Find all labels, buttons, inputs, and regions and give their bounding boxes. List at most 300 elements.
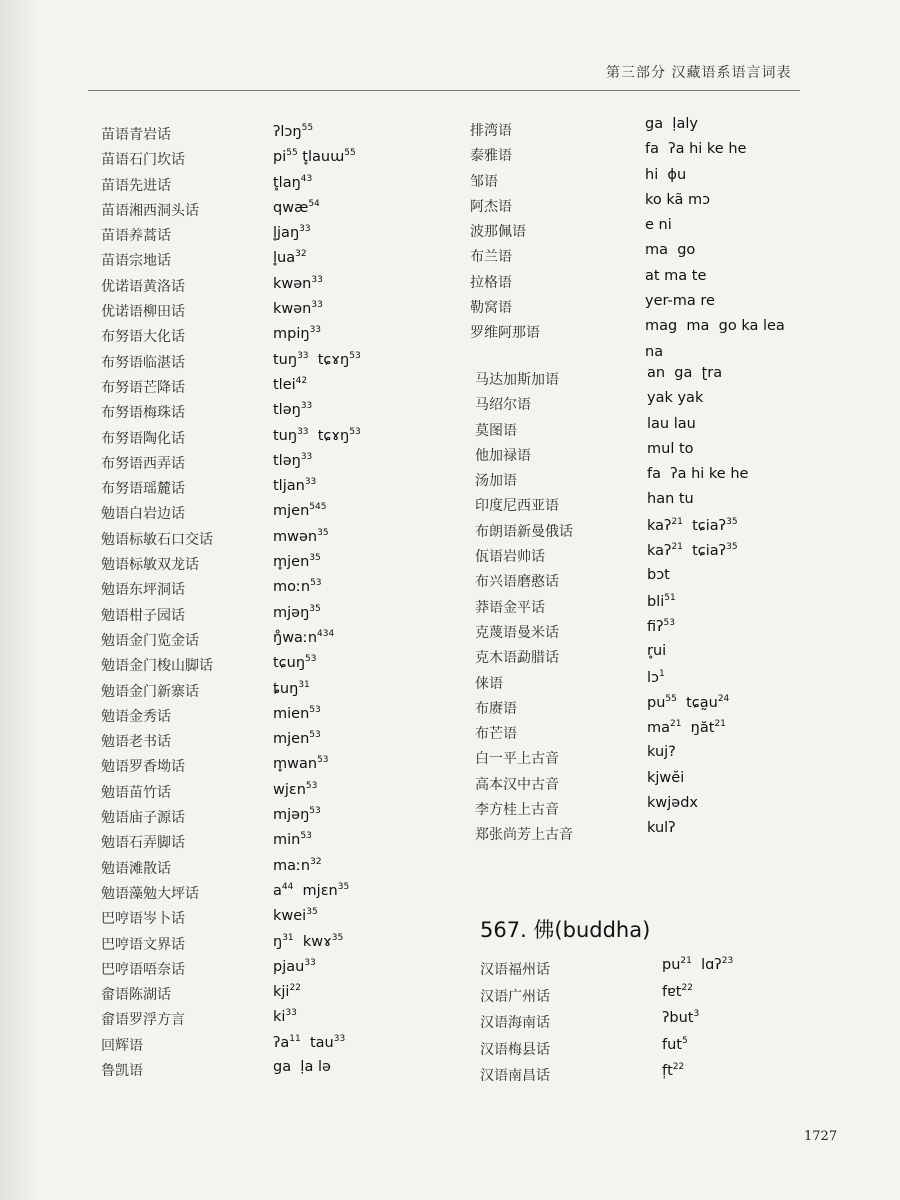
phonetic-text: pjau [273, 958, 305, 975]
phonetic-text: pu [647, 694, 666, 711]
tone-number: 33 [300, 451, 313, 462]
phonetic-text: mien [273, 705, 310, 722]
pronunciation [647, 517, 738, 534]
tone-number: 33 [297, 350, 309, 361]
language-name: 苗语宗地话 [101, 253, 171, 270]
language-name: 汤加语 [475, 473, 517, 490]
language-name: 罗维阿那语 [470, 325, 540, 342]
word-entry [101, 908, 461, 933]
phonetic-text: mjen [273, 503, 310, 520]
pronunciation [273, 477, 316, 494]
word-entry [475, 365, 815, 394]
tone-number: 33 [333, 1033, 346, 1044]
phonetic-text: tɕɤŋ [308, 351, 350, 368]
tone-number: 21 [671, 542, 683, 553]
pronunciation [273, 528, 329, 545]
pronunciation [273, 781, 317, 798]
tone-number: 55 [286, 148, 298, 159]
pronunciation [273, 730, 321, 747]
page-number: 1727 [804, 1129, 838, 1144]
phonetic-text: mag ma go ka lea [645, 318, 785, 335]
language-name: 勉语东坪洞话 [101, 582, 185, 599]
tone-number: 33 [311, 274, 323, 285]
tone-number: 53 [305, 780, 318, 791]
word-entry [101, 605, 461, 630]
pronunciation [662, 956, 733, 973]
language-name: 莽语金平话 [475, 599, 545, 616]
pronunciation [647, 593, 676, 610]
word-entry [101, 200, 461, 225]
phonetic-text: kwei [273, 908, 307, 925]
pronunciation [645, 268, 706, 284]
language-name: 布努语西弄话 [101, 455, 185, 472]
language-name: 勉语白岩边话 [101, 506, 185, 523]
pronunciation [273, 427, 361, 444]
tone-number: 22 [289, 983, 301, 994]
word-entry [475, 744, 815, 773]
word-entry [101, 681, 461, 706]
phonetic-text: r̥ui [647, 643, 667, 660]
pronunciation [645, 293, 715, 309]
language-name: 布努语大化话 [101, 329, 185, 346]
word-entry [101, 301, 461, 326]
tone-number: 51 [664, 592, 676, 603]
pronunciation [647, 694, 729, 711]
language-name: 优诺语黄洛话 [101, 278, 185, 295]
pronunciation [273, 882, 349, 899]
word-entry [470, 217, 810, 246]
tone-number: 35 [309, 603, 321, 614]
language-name: 排湾语 [470, 123, 512, 139]
tone-number: 22 [681, 982, 693, 993]
word-entry [470, 267, 810, 297]
language-name: 白一平上古音 [475, 751, 559, 768]
tone-number: 53 [317, 755, 329, 766]
language-name: 莫图语 [475, 422, 517, 439]
word-entry [480, 1062, 810, 1092]
phonetic-text: kwɤ [293, 933, 332, 950]
language-name: 布努语临湛话 [101, 354, 185, 371]
tone-number: 35 [337, 881, 350, 892]
phonetic-text: lɔ [647, 669, 659, 686]
tone-number: 33 [304, 477, 317, 488]
pronunciation [645, 217, 672, 233]
language-name: 勉语金门梭山脚话 [101, 658, 213, 675]
pronunciation [647, 820, 676, 836]
phonetic-text: ga ḷaly [645, 116, 698, 132]
pronunciation [647, 719, 726, 736]
tone-number: 22 [672, 1062, 685, 1072]
word-entry [475, 491, 815, 520]
phonetic-text: tuŋ [273, 427, 298, 444]
word-entry [480, 1009, 810, 1039]
word-entry [475, 567, 815, 596]
word-entry [470, 116, 810, 145]
phonetic-text: ȶuŋ [273, 680, 299, 697]
tone-number: 23 [721, 956, 734, 966]
language-name: 李方桂上古音 [475, 802, 559, 819]
word-entry [470, 318, 810, 347]
word-entry [101, 807, 461, 832]
pronunciation [273, 680, 310, 697]
language-name: 汉语广州话 [480, 988, 550, 1005]
tone-number: 31 [282, 932, 294, 943]
language-name: 苗语青岩话 [101, 127, 171, 143]
language-name: 勉语苗竹话 [101, 784, 171, 801]
language-name: 布芒语 [475, 726, 517, 743]
tone-number: 53 [305, 654, 317, 665]
language-name: 勉语滩散话 [101, 860, 171, 877]
tone-number: 33 [309, 325, 322, 336]
word-entry [101, 124, 461, 149]
word-entry [101, 428, 461, 453]
tone-number: 24 [717, 693, 730, 704]
phonetic-text: ŋ [273, 933, 283, 950]
language-name: 汉语南昌话 [480, 1068, 550, 1084]
pronunciation [273, 755, 329, 772]
phonetic-text: fa ʔa hi ke he [645, 141, 747, 158]
pronunciation [273, 224, 311, 241]
pronunciation [662, 1009, 699, 1026]
pronunciation [647, 643, 666, 659]
tone-number: 54 [308, 198, 320, 209]
language-name: 勉语金门新寨话 [101, 683, 199, 700]
pronunciation [647, 390, 703, 406]
word-entry [101, 250, 461, 275]
word-entry [101, 276, 461, 301]
pronunciation [273, 604, 321, 621]
phonetic-text: at ma te [645, 267, 707, 284]
phonetic-text: hi ɸu [645, 166, 687, 183]
language-name: 克木语勐腊话 [475, 650, 559, 667]
pronunciation [273, 300, 323, 317]
pronunciation [273, 857, 322, 874]
language-name: 畲语罗浮方言 [101, 1012, 185, 1029]
language-name: 回辉语 [101, 1037, 143, 1054]
language-name: 汉语福州话 [480, 962, 550, 978]
pronunciation [273, 629, 334, 646]
phonetic-text: ga ḷa lə [273, 1058, 331, 1075]
language-name: 苗语先进话 [101, 177, 171, 194]
phonetic-text: ʔlɔŋ [273, 124, 302, 140]
tone-number: 21 [714, 719, 726, 730]
pronunciation [273, 578, 322, 595]
language-name: 马达加斯加语 [475, 372, 559, 388]
phonetic-text: na [645, 343, 664, 360]
right-word-list-austronesian-a [470, 116, 810, 373]
word-entry [101, 858, 461, 883]
phonetic-text: ma [647, 720, 671, 737]
pronunciation [273, 705, 321, 722]
phonetic-text: tɕuŋ [273, 655, 306, 672]
language-name: 印度尼西亚语 [475, 498, 559, 515]
word-entry [101, 1060, 461, 1085]
tone-number: 31 [298, 679, 310, 690]
word-entry [101, 655, 461, 680]
phonetic-text: kwən [273, 275, 312, 292]
phonetic-text: ŋ̊waːn [273, 629, 318, 646]
tone-number: 53 [309, 806, 321, 817]
language-name: 勉语金门览金话 [101, 632, 199, 649]
pronunciation [662, 983, 693, 1000]
phonetic-text: a [273, 882, 282, 899]
word-entry [470, 166, 810, 196]
language-name: 克蔑语曼米话 [475, 624, 559, 641]
pronunciation [645, 344, 663, 360]
phonetic-text: tɕa̰u [676, 694, 718, 711]
left-word-list [101, 124, 461, 1085]
phonetic-text: mjen [273, 731, 310, 748]
phonetic-text: tuŋ [273, 351, 298, 368]
word-entry [101, 630, 461, 655]
phonetic-text: ʔa [273, 1034, 290, 1051]
phonetic-text: f̩t [662, 1063, 673, 1079]
tone-number: 1 [659, 668, 665, 679]
pronunciation [647, 466, 748, 482]
language-name: 郑张尚芳上古音 [475, 827, 573, 844]
pronunciation [273, 401, 312, 418]
language-name: 勉语石弄脚话 [101, 835, 185, 852]
phonetic-text: t̥laŋ [273, 174, 301, 191]
word-entry [101, 959, 461, 984]
phonetic-text: m̥jen [273, 554, 310, 571]
tone-number: 55 [301, 123, 314, 133]
tone-number: 43 [300, 173, 313, 184]
tone-number: 33 [300, 401, 313, 412]
tone-number: 35 [331, 932, 344, 943]
phonetic-text: kaʔ [647, 517, 672, 534]
phonetic-text: yak yak [647, 390, 704, 407]
word-entry [101, 782, 461, 807]
language-name: 他加禄语 [475, 447, 531, 464]
phonetic-text: kjwĕi [647, 769, 685, 786]
word-entry [475, 617, 815, 647]
word-entry [475, 466, 815, 495]
word-entry [475, 820, 815, 849]
phonetic-text: mjəŋ [273, 604, 310, 621]
pronunciation [273, 376, 307, 393]
language-name: 汉语梅县话 [480, 1041, 550, 1058]
language-name: 布努语瑶麓话 [101, 481, 185, 498]
language-name: 鲁凯语 [101, 1062, 143, 1079]
phonetic-text: kaʔ [647, 543, 672, 560]
language-name: 邹语 [470, 173, 498, 190]
phonetic-text: l̥ua [273, 250, 296, 267]
phonetic-text: an ga ʈra [647, 365, 723, 381]
tone-number: 53 [309, 704, 321, 715]
pronunciation [273, 275, 323, 292]
pronunciation [273, 553, 321, 570]
language-name: 布努语梅珠话 [101, 405, 185, 422]
word-entry [101, 832, 461, 857]
word-entry [101, 326, 461, 351]
pronunciation [273, 933, 343, 950]
tone-number: 53 [300, 831, 312, 842]
word-entry [101, 883, 461, 908]
language-name: 阿杰语 [470, 198, 512, 215]
language-name: 布兴语磨憨话 [475, 574, 559, 591]
phonetic-text: tləŋ [273, 452, 301, 469]
pronunciation [647, 795, 698, 811]
language-name: 泰雅语 [470, 148, 512, 165]
pronunciation [273, 123, 313, 140]
tone-number: 35 [306, 907, 318, 918]
language-name: 勉语藻勉大坪话 [101, 885, 199, 902]
word-entry [101, 149, 461, 174]
language-name: 苗语石门坎话 [101, 152, 185, 169]
tone-number: 33 [297, 426, 309, 437]
word-entry [101, 377, 461, 402]
phonetic-text: fɐt [662, 983, 682, 1000]
word-entry [475, 390, 815, 419]
language-name: 苗语养蒿话 [101, 228, 171, 245]
pronunciation [273, 199, 320, 216]
word-entry [101, 175, 461, 200]
phonetic-text: pu [662, 957, 681, 973]
word-entry [475, 516, 815, 546]
tone-number: 35 [726, 542, 738, 553]
language-name: 勉语老书话 [101, 734, 171, 751]
phonetic-text: tlei [273, 376, 296, 393]
language-name: 布努语芒降话 [101, 379, 185, 396]
tone-number: 35 [309, 553, 321, 564]
phonetic-text: han tu [647, 491, 694, 508]
phonetic-text: e ni [645, 217, 672, 234]
word-entry [475, 592, 815, 622]
phonetic-text: ko kã mɔ [645, 191, 711, 208]
phonetic-text: kuj? [647, 744, 676, 761]
word-entry [475, 668, 815, 698]
phonetic-text: ŋăt [681, 720, 715, 737]
language-name: 勉语罗香坳话 [101, 759, 185, 776]
word-entry [101, 756, 461, 781]
tone-number: 33 [304, 957, 316, 968]
phonetic-text: pi [273, 149, 287, 166]
tone-number: 33 [299, 224, 311, 235]
language-name: 勉语金秀话 [101, 708, 171, 725]
phonetic-text: kwən [273, 301, 312, 318]
language-name: 佤语岩帅话 [475, 549, 545, 566]
tone-number: 21 [680, 956, 692, 966]
word-entry [475, 415, 815, 445]
pronunciation [273, 654, 317, 671]
pronunciation [273, 907, 318, 924]
word-entry [101, 402, 461, 427]
pronunciation [273, 806, 321, 823]
pronunciation [647, 365, 722, 381]
pronunciation [647, 770, 684, 786]
pronunciation [273, 174, 312, 191]
pronunciation [647, 542, 738, 559]
tone-number: 44 [281, 881, 294, 892]
language-name: 巴哼语岑卜话 [101, 911, 185, 928]
pronunciation [647, 669, 665, 686]
tone-number: 21 [670, 719, 682, 730]
phonetic-text: lau lau [647, 415, 696, 432]
phonetic-text: tljan [273, 478, 305, 495]
tone-number: 53 [663, 617, 675, 628]
phonetic-text: ma go [645, 242, 696, 259]
word-entry [101, 554, 461, 579]
pronunciation [273, 958, 316, 975]
language-name: 巴哼语文界话 [101, 936, 185, 953]
pronunciation [645, 116, 698, 132]
language-name: 勒窝语 [470, 300, 512, 317]
tone-number: 55 [344, 148, 356, 159]
phonetic-text: maːn [273, 857, 311, 874]
word-entry [475, 795, 815, 824]
word-entry [101, 453, 461, 478]
pronunciation [645, 192, 710, 208]
word-entry [101, 478, 461, 503]
word-entry [475, 542, 815, 571]
buddha-word-list [480, 956, 810, 1092]
phonetic-text: wjɛn [273, 781, 306, 798]
word-entry [101, 731, 461, 756]
phonetic-text: kulʔ [647, 820, 676, 837]
language-name: 拉格语 [470, 274, 512, 291]
word-entry [101, 503, 461, 528]
pronunciation [273, 351, 361, 368]
word-entry [480, 1035, 810, 1066]
word-entry [480, 982, 810, 1013]
tone-number: 5 [681, 1035, 688, 1046]
phonetic-text: yer-ma re [645, 293, 715, 310]
phonetic-text: kwjədx [647, 795, 698, 812]
pronunciation [645, 167, 686, 183]
word-entry [475, 440, 815, 470]
language-name: 勉语柑子园话 [101, 607, 185, 624]
word-entry [475, 719, 815, 748]
pronunciation [273, 502, 326, 519]
tone-number: 33 [285, 1008, 297, 1019]
tone-number: 53 [349, 350, 361, 361]
phonetic-text: mjəŋ [273, 807, 310, 824]
word-entry [101, 352, 461, 377]
right-word-list-b [475, 365, 815, 850]
word-entry [101, 706, 461, 731]
language-name: 布兰语 [470, 249, 512, 266]
language-name: 汉语海南话 [480, 1015, 550, 1031]
language-name: 马绍尔语 [475, 397, 531, 414]
pronunciation [647, 416, 696, 432]
tone-number: 53 [309, 730, 321, 741]
language-name: 畲语陈湖话 [101, 987, 171, 1004]
pronunciation [645, 141, 746, 157]
tone-number: 21 [671, 516, 683, 527]
language-name: 勉语标敏双龙话 [101, 557, 199, 574]
running-header: 第三部分 汉藏语系语言词表 [606, 65, 792, 81]
language-name: 勉语庙子源话 [101, 810, 185, 827]
word-entry [101, 1035, 461, 1060]
language-name: 高本汉中古音 [475, 776, 559, 793]
language-name: 苗语湘西洞头话 [101, 202, 199, 219]
phonetic-text: mwən [273, 528, 318, 545]
tone-number: 545 [309, 502, 327, 513]
phonetic-text: moːn [273, 579, 311, 596]
pronunciation [647, 744, 676, 760]
phonetic-text: m̥wan [273, 756, 318, 773]
phonetic-text: fut [662, 1036, 682, 1053]
pronunciation [273, 831, 312, 848]
pronunciation [662, 1036, 688, 1053]
pronunciation [647, 618, 675, 635]
language-name: 布努语陶化话 [101, 430, 185, 447]
word-entry [475, 693, 815, 723]
language-name: 巴哼语唔奈话 [101, 961, 185, 978]
tone-number: 11 [289, 1033, 301, 1044]
pronunciation [273, 249, 307, 266]
